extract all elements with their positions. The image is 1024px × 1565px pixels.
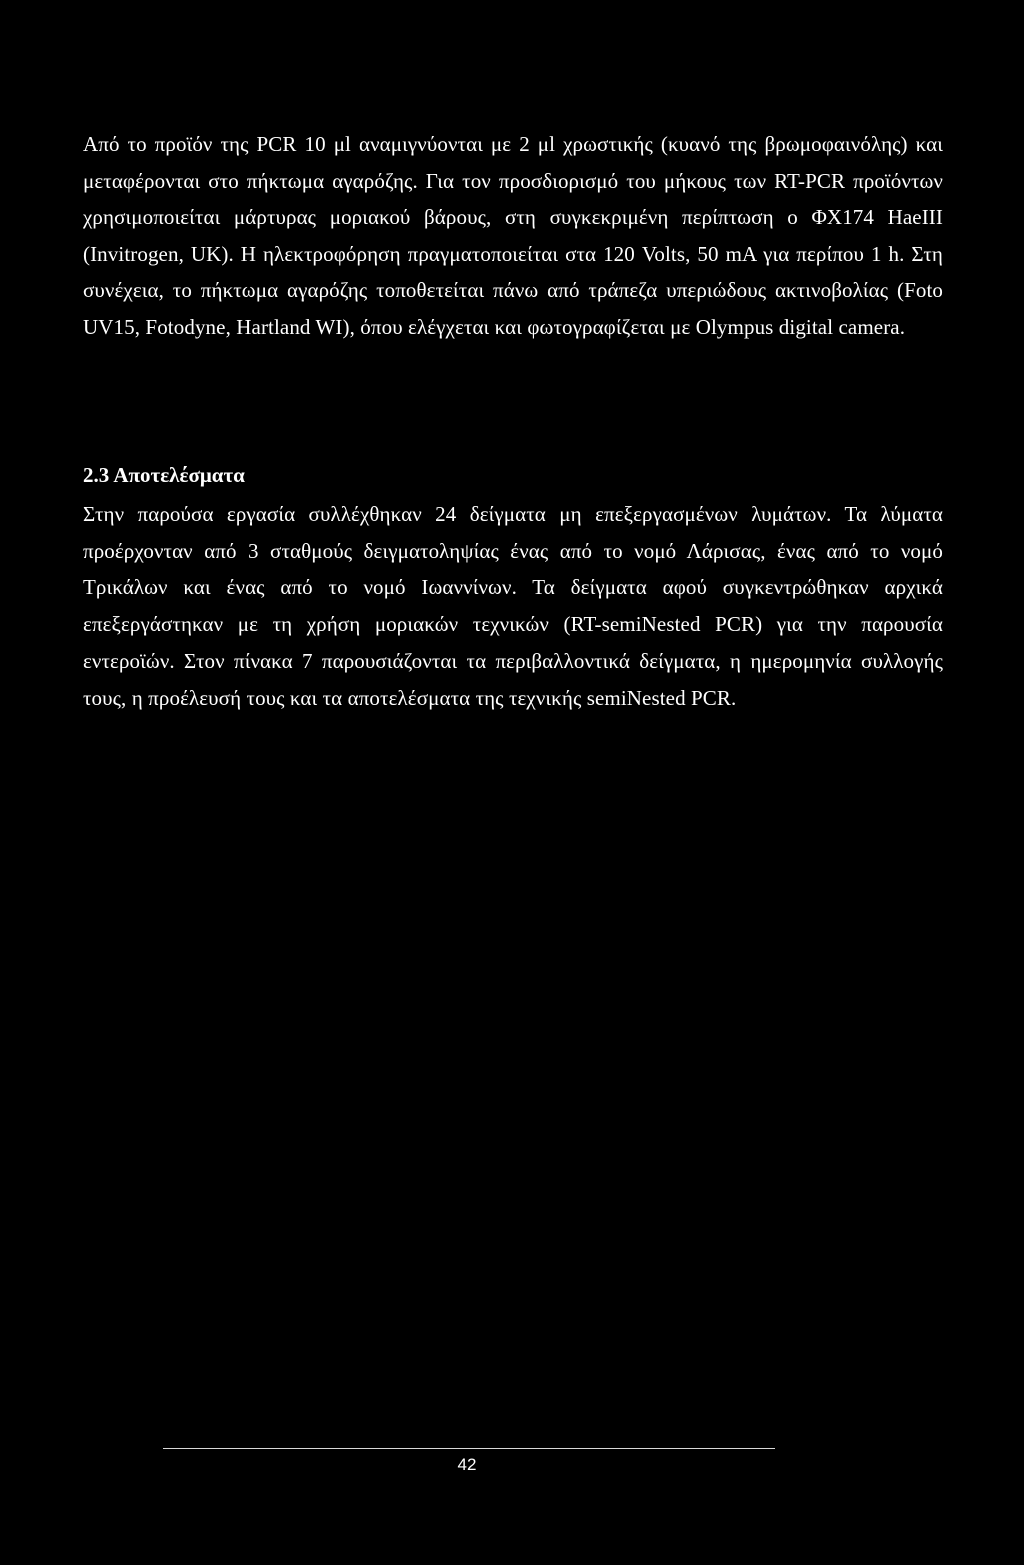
footer-divider [163,1448,775,1449]
section-heading: 2.3 Αποτελέσματα [83,463,245,487]
page-number: 42 [457,1455,477,1474]
paragraph-results: Στην παρούσα εργασία συλλέχθηκαν 24 δείγματα μη επεξεργασμένων λυμάτων. Τα λύματα προέρχονταν από 3 σταθμούς δειγματοληψίας ένας από το νομό Λάρισας, ένας από το νομό Τρικάλων και ένας από το νομό Ιωαννίνων. Τα δείγματα αφού συγκεντρώθηκαν αρχικά επεξεργάστηκαν με τη χρήση μοριακών τεχνικών (RT-semiNested PCR) για την παρουσία εντεροϊών. Στον πίνακα 7 παρουσιάζονται τα περιβαλλοντικά δείγματα, η ημερομηνία συλλογής τους, η προέλευσή τους και τα αποτελέσματα της τεχνικής semiNested PCR. [83,502,943,710]
paragraph-methods: Από το προϊόν της PCR 10 μl αναμιγνύονται με 2 μl χρωστικής (κυανό της βρωμοφαινόλης) και μεταφέρονται στο πήκτωμα αγαρόζης. Για τον προσδιορισμό του μήκους των RT-PCR προϊόντων χρησιμοποιείται μάρτυρας μοριακού βάρους, στη συγκεκριμένη περίπτωση ο ΦΧ174 HaeIII (Invitrogen, UK). Η ηλεκτροφόρηση πραγματοποιείται στα 120 Volts, 50 mA για περίπου 1 h. Στη συνέχεια, το πήκτωμα αγαρόζης τοποθετείται πάνω από τράπεζα υπεριώδους ακτινοβολίας (Foto UV15, Fotodyne, Hartland WI), όπου ελέγχεται και φωτογραφίζεται με Olympus digital camera. [83,132,943,339]
